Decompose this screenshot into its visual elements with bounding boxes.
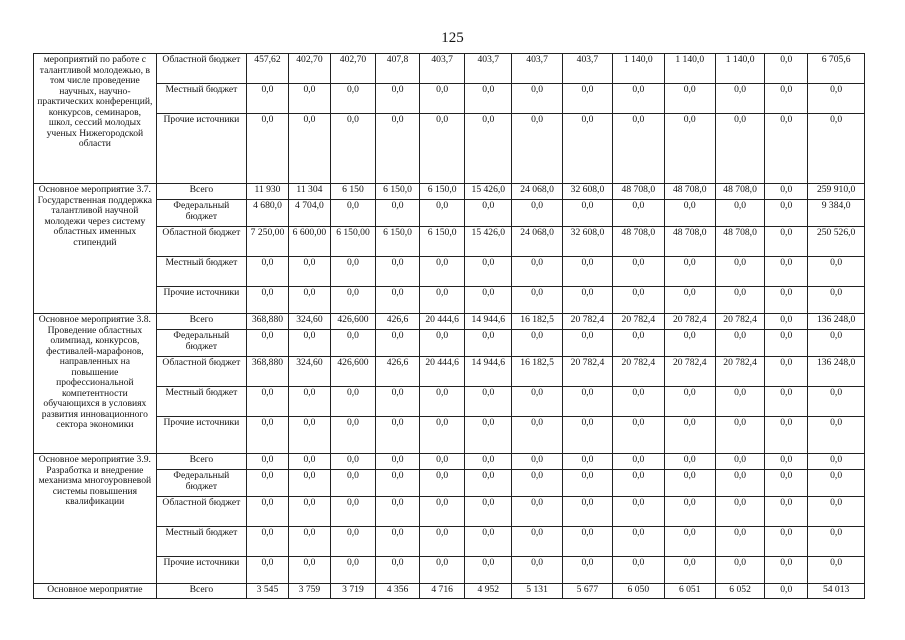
value-cell: 403,7 bbox=[465, 54, 512, 84]
value-cell: 0,0 bbox=[808, 330, 865, 357]
value-cell: 0,0 bbox=[288, 114, 330, 184]
value-cell: 20 782,4 bbox=[613, 357, 664, 387]
value-cell: 0,0 bbox=[808, 114, 865, 184]
value-cell: 0,0 bbox=[664, 287, 715, 314]
value-cell: 0,0 bbox=[246, 454, 288, 470]
value-cell: 15 426,0 bbox=[465, 184, 512, 200]
table-row bbox=[34, 257, 865, 287]
source-cell: Всего bbox=[156, 314, 246, 330]
value-cell: 426,6 bbox=[376, 357, 420, 387]
value-cell: 324,60 bbox=[288, 314, 330, 330]
event-cell: Основное мероприятие 3.9. Разработка и внедрение механизма многоуровневой системы повышения квалификации bbox=[34, 454, 157, 584]
value-cell: 16 182,5 bbox=[512, 314, 562, 330]
value-cell: 11 930 bbox=[246, 184, 288, 200]
source-cell: Прочие источники bbox=[156, 417, 246, 454]
value-cell: 0,0 bbox=[765, 227, 808, 257]
source-cell: Областной бюджет bbox=[156, 497, 246, 527]
value-cell: 0,0 bbox=[246, 557, 288, 584]
value-cell: 20 782,4 bbox=[715, 314, 764, 330]
value-cell: 0,0 bbox=[246, 330, 288, 357]
value-cell: 0,0 bbox=[808, 417, 865, 454]
value-cell: 0,0 bbox=[330, 200, 375, 227]
value-cell: 0,0 bbox=[288, 387, 330, 417]
value-cell: 0,0 bbox=[330, 387, 375, 417]
value-cell: 0,0 bbox=[562, 84, 612, 114]
value-cell: 0,0 bbox=[562, 387, 612, 417]
value-cell: 11 304 bbox=[288, 184, 330, 200]
value-cell: 0,0 bbox=[664, 387, 715, 417]
value-cell: 0,0 bbox=[376, 454, 420, 470]
value-cell: 0,0 bbox=[765, 527, 808, 557]
value-cell: 0,0 bbox=[715, 200, 764, 227]
value-cell: 0,0 bbox=[512, 200, 562, 227]
value-cell: 0,0 bbox=[664, 257, 715, 287]
value-cell: 6 150 bbox=[330, 184, 375, 200]
value-cell: 403,7 bbox=[512, 54, 562, 84]
value-cell: 6 150,0 bbox=[376, 184, 420, 200]
value-cell: 0,0 bbox=[808, 527, 865, 557]
value-cell: 4 356 bbox=[376, 584, 420, 599]
value-cell: 5 677 bbox=[562, 584, 612, 599]
value-cell: 0,0 bbox=[765, 470, 808, 497]
value-cell: 0,0 bbox=[330, 257, 375, 287]
value-cell: 0,0 bbox=[288, 557, 330, 584]
value-cell: 0,0 bbox=[715, 557, 764, 584]
value-cell: 0,0 bbox=[562, 557, 612, 584]
value-cell: 0,0 bbox=[376, 497, 420, 527]
value-cell: 0,0 bbox=[246, 470, 288, 497]
value-cell: 0,0 bbox=[613, 454, 664, 470]
value-cell: 0,0 bbox=[465, 527, 512, 557]
value-cell: 20 444,6 bbox=[420, 314, 465, 330]
value-cell: 0,0 bbox=[808, 557, 865, 584]
value-cell: 6 600,00 bbox=[288, 227, 330, 257]
value-cell: 0,0 bbox=[420, 330, 465, 357]
value-cell: 54 013 bbox=[808, 584, 865, 599]
value-cell: 368,880 bbox=[246, 314, 288, 330]
value-cell: 0,0 bbox=[808, 287, 865, 314]
value-cell: 0,0 bbox=[765, 314, 808, 330]
value-cell: 48 708,0 bbox=[613, 184, 664, 200]
source-cell: Федеральный бюджет bbox=[156, 200, 246, 227]
source-cell: Всего bbox=[156, 584, 246, 599]
value-cell: 0,0 bbox=[512, 557, 562, 584]
value-cell: 136 248,0 bbox=[808, 314, 865, 330]
value-cell: 0,0 bbox=[288, 330, 330, 357]
value-cell: 0,0 bbox=[664, 84, 715, 114]
value-cell: 0,0 bbox=[562, 497, 612, 527]
value-cell: 6 052 bbox=[715, 584, 764, 599]
value-cell: 24 068,0 bbox=[512, 184, 562, 200]
value-cell: 0,0 bbox=[715, 470, 764, 497]
value-cell: 15 426,0 bbox=[465, 227, 512, 257]
value-cell: 0,0 bbox=[512, 114, 562, 184]
value-cell: 0,0 bbox=[512, 497, 562, 527]
value-cell: 0,0 bbox=[376, 200, 420, 227]
value-cell: 0,0 bbox=[562, 200, 612, 227]
source-cell: Прочие источники bbox=[156, 557, 246, 584]
value-cell: 0,0 bbox=[664, 330, 715, 357]
value-cell: 0,0 bbox=[765, 330, 808, 357]
value-cell: 0,0 bbox=[808, 454, 865, 470]
value-cell: 0,0 bbox=[465, 387, 512, 417]
value-cell: 0,0 bbox=[246, 497, 288, 527]
value-cell: 20 782,4 bbox=[715, 357, 764, 387]
value-cell: 0,0 bbox=[715, 287, 764, 314]
table-row bbox=[34, 114, 865, 184]
value-cell: 3 759 bbox=[288, 584, 330, 599]
value-cell: 0,0 bbox=[562, 527, 612, 557]
value-cell: 0,0 bbox=[465, 330, 512, 357]
value-cell: 0,0 bbox=[330, 470, 375, 497]
value-cell: 0,0 bbox=[288, 497, 330, 527]
value-cell: 402,70 bbox=[330, 54, 375, 84]
table-row bbox=[34, 314, 865, 330]
value-cell: 0,0 bbox=[420, 287, 465, 314]
table-row bbox=[34, 417, 865, 454]
value-cell: 0,0 bbox=[613, 497, 664, 527]
table-row bbox=[34, 287, 865, 314]
value-cell: 0,0 bbox=[613, 287, 664, 314]
value-cell: 4 680,0 bbox=[246, 200, 288, 227]
source-cell: Федеральный бюджет bbox=[156, 470, 246, 497]
value-cell: 0,0 bbox=[465, 200, 512, 227]
value-cell: 6 150,0 bbox=[376, 227, 420, 257]
value-cell: 0,0 bbox=[562, 330, 612, 357]
value-cell: 0,0 bbox=[376, 387, 420, 417]
value-cell: 6 051 bbox=[664, 584, 715, 599]
source-cell: Местный бюджет bbox=[156, 527, 246, 557]
table-row bbox=[34, 200, 865, 227]
value-cell: 0,0 bbox=[613, 527, 664, 557]
value-cell: 0,0 bbox=[465, 557, 512, 584]
value-cell: 0,0 bbox=[512, 387, 562, 417]
source-cell: Всего bbox=[156, 454, 246, 470]
value-cell: 0,0 bbox=[465, 84, 512, 114]
value-cell: 259 910,0 bbox=[808, 184, 865, 200]
value-cell: 0,0 bbox=[765, 184, 808, 200]
page-number: 125 bbox=[441, 30, 464, 46]
source-cell: Областной бюджет bbox=[156, 54, 246, 84]
source-cell: Областной бюджет bbox=[156, 357, 246, 387]
value-cell: 0,0 bbox=[376, 470, 420, 497]
value-cell: 0,0 bbox=[376, 527, 420, 557]
value-cell: 0,0 bbox=[330, 114, 375, 184]
source-cell: Федеральный бюджет bbox=[156, 330, 246, 357]
value-cell: 1 140,0 bbox=[715, 54, 764, 84]
value-cell: 0,0 bbox=[765, 287, 808, 314]
value-cell: 20 782,4 bbox=[664, 357, 715, 387]
value-cell: 250 526,0 bbox=[808, 227, 865, 257]
value-cell: 0,0 bbox=[288, 257, 330, 287]
value-cell: 0,0 bbox=[613, 257, 664, 287]
value-cell: 0,0 bbox=[376, 114, 420, 184]
source-cell: Прочие источники bbox=[156, 114, 246, 184]
value-cell: 0,0 bbox=[715, 387, 764, 417]
value-cell: 0,0 bbox=[765, 200, 808, 227]
value-cell: 20 444,6 bbox=[420, 357, 465, 387]
value-cell: 0,0 bbox=[562, 287, 612, 314]
value-cell: 20 782,4 bbox=[664, 314, 715, 330]
value-cell: 0,0 bbox=[664, 470, 715, 497]
value-cell: 0,0 bbox=[765, 417, 808, 454]
value-cell: 5 131 bbox=[512, 584, 562, 599]
event-cell: Основное мероприятие 3.8. Проведение областных олимпиад, конкурсов, фестивалей-марафонов, направленных на повышение профессиональной компетентности обучающихся в условиях развития инновационного сектора экономики bbox=[34, 314, 157, 454]
value-cell: 48 708,0 bbox=[715, 184, 764, 200]
value-cell: 0,0 bbox=[613, 557, 664, 584]
value-cell: 0,0 bbox=[613, 330, 664, 357]
value-cell: 0,0 bbox=[613, 387, 664, 417]
value-cell: 0,0 bbox=[765, 114, 808, 184]
value-cell: 32 608,0 bbox=[562, 184, 612, 200]
table-row bbox=[34, 527, 865, 557]
value-cell: 0,0 bbox=[613, 114, 664, 184]
value-cell: 0,0 bbox=[288, 417, 330, 454]
value-cell: 0,0 bbox=[715, 114, 764, 184]
value-cell: 0,0 bbox=[420, 557, 465, 584]
value-cell: 0,0 bbox=[664, 527, 715, 557]
value-cell: 3 719 bbox=[330, 584, 375, 599]
value-cell: 20 782,4 bbox=[562, 357, 612, 387]
table-row bbox=[34, 227, 865, 257]
value-cell: 3 545 bbox=[246, 584, 288, 599]
source-cell: Прочие источники bbox=[156, 287, 246, 314]
value-cell: 426,6 bbox=[376, 314, 420, 330]
value-cell: 0,0 bbox=[664, 497, 715, 527]
value-cell: 403,7 bbox=[420, 54, 465, 84]
value-cell: 0,0 bbox=[288, 454, 330, 470]
value-cell: 0,0 bbox=[512, 330, 562, 357]
value-cell: 0,0 bbox=[465, 470, 512, 497]
value-cell: 0,0 bbox=[765, 357, 808, 387]
value-cell: 403,7 bbox=[562, 54, 612, 84]
value-cell: 0,0 bbox=[715, 497, 764, 527]
value-cell: 0,0 bbox=[376, 417, 420, 454]
value-cell: 368,880 bbox=[246, 357, 288, 387]
value-cell: 0,0 bbox=[765, 54, 808, 84]
value-cell: 0,0 bbox=[420, 470, 465, 497]
value-cell: 0,0 bbox=[246, 114, 288, 184]
source-cell: Местный бюджет bbox=[156, 387, 246, 417]
value-cell: 0,0 bbox=[765, 497, 808, 527]
value-cell: 0,0 bbox=[465, 417, 512, 454]
value-cell: 0,0 bbox=[376, 557, 420, 584]
event-cell: Основное мероприятие 3.7. Государственная поддержка талантливой научной молодежи через систему областных именных стипендий bbox=[34, 184, 157, 314]
value-cell: 0,0 bbox=[246, 84, 288, 114]
table-row bbox=[34, 387, 865, 417]
value-cell: 0,0 bbox=[765, 584, 808, 599]
value-cell: 1 140,0 bbox=[613, 54, 664, 84]
value-cell: 32 608,0 bbox=[562, 227, 612, 257]
value-cell: 6 150,0 bbox=[420, 227, 465, 257]
value-cell: 0,0 bbox=[715, 330, 764, 357]
value-cell: 0,0 bbox=[420, 417, 465, 454]
table-row bbox=[34, 557, 865, 584]
source-cell: Местный бюджет bbox=[156, 84, 246, 114]
table-row bbox=[34, 454, 865, 470]
value-cell: 0,0 bbox=[765, 257, 808, 287]
table-row bbox=[34, 184, 865, 200]
value-cell: 0,0 bbox=[562, 417, 612, 454]
table-row bbox=[34, 357, 865, 387]
value-cell: 48 708,0 bbox=[715, 227, 764, 257]
value-cell: 0,0 bbox=[808, 470, 865, 497]
value-cell: 0,0 bbox=[330, 527, 375, 557]
value-cell: 14 944,6 bbox=[465, 314, 512, 330]
value-cell: 0,0 bbox=[512, 257, 562, 287]
table-row bbox=[34, 84, 865, 114]
value-cell: 0,0 bbox=[465, 287, 512, 314]
value-cell: 20 782,4 bbox=[562, 314, 612, 330]
value-cell: 0,0 bbox=[664, 454, 715, 470]
value-cell: 6 705,6 bbox=[808, 54, 865, 84]
value-cell: 402,70 bbox=[288, 54, 330, 84]
value-cell: 0,0 bbox=[288, 287, 330, 314]
value-cell: 0,0 bbox=[420, 257, 465, 287]
value-cell: 0,0 bbox=[664, 114, 715, 184]
value-cell: 0,0 bbox=[512, 287, 562, 314]
table-row bbox=[34, 584, 865, 599]
value-cell: 0,0 bbox=[420, 84, 465, 114]
value-cell: 0,0 bbox=[664, 417, 715, 454]
value-cell: 48 708,0 bbox=[613, 227, 664, 257]
value-cell: 0,0 bbox=[512, 470, 562, 497]
source-cell: Всего bbox=[156, 184, 246, 200]
value-cell: 6 150,00 bbox=[330, 227, 375, 257]
value-cell: 16 182,5 bbox=[512, 357, 562, 387]
value-cell: 0,0 bbox=[420, 454, 465, 470]
value-cell: 48 708,0 bbox=[664, 184, 715, 200]
value-cell: 0,0 bbox=[512, 527, 562, 557]
value-cell: 20 782,4 bbox=[613, 314, 664, 330]
value-cell: 4 952 bbox=[465, 584, 512, 599]
table-row bbox=[34, 54, 865, 84]
value-cell: 0,0 bbox=[420, 387, 465, 417]
table-row bbox=[34, 330, 865, 357]
value-cell: 0,0 bbox=[808, 84, 865, 114]
value-cell: 136 248,0 bbox=[808, 357, 865, 387]
value-cell: 0,0 bbox=[613, 200, 664, 227]
value-cell: 0,0 bbox=[562, 114, 612, 184]
value-cell: 1 140,0 bbox=[664, 54, 715, 84]
value-cell: 0,0 bbox=[246, 527, 288, 557]
budget-table bbox=[33, 53, 865, 599]
value-cell: 324,60 bbox=[288, 357, 330, 387]
value-cell: 0,0 bbox=[465, 497, 512, 527]
value-cell: 0,0 bbox=[664, 557, 715, 584]
value-cell: 6 050 bbox=[613, 584, 664, 599]
value-cell: 0,0 bbox=[664, 200, 715, 227]
table-row bbox=[34, 470, 865, 497]
value-cell: 0,0 bbox=[512, 417, 562, 454]
value-cell: 0,0 bbox=[330, 417, 375, 454]
value-cell: 0,0 bbox=[330, 84, 375, 114]
value-cell: 4 704,0 bbox=[288, 200, 330, 227]
value-cell: 0,0 bbox=[808, 257, 865, 287]
value-cell: 0,0 bbox=[715, 454, 764, 470]
value-cell: 0,0 bbox=[512, 454, 562, 470]
value-cell: 0,0 bbox=[288, 527, 330, 557]
value-cell: 0,0 bbox=[246, 417, 288, 454]
value-cell: 0,0 bbox=[562, 470, 612, 497]
value-cell: 14 944,6 bbox=[465, 357, 512, 387]
value-cell: 0,0 bbox=[715, 84, 764, 114]
value-cell: 0,0 bbox=[420, 497, 465, 527]
value-cell: 0,0 bbox=[808, 497, 865, 527]
value-cell: 0,0 bbox=[765, 387, 808, 417]
value-cell: 0,0 bbox=[330, 497, 375, 527]
value-cell: 0,0 bbox=[420, 114, 465, 184]
value-cell: 0,0 bbox=[246, 387, 288, 417]
value-cell: 0,0 bbox=[562, 454, 612, 470]
value-cell: 0,0 bbox=[420, 527, 465, 557]
value-cell: 0,0 bbox=[465, 114, 512, 184]
value-cell: 0,0 bbox=[765, 454, 808, 470]
value-cell: 0,0 bbox=[715, 417, 764, 454]
value-cell: 426,600 bbox=[330, 357, 375, 387]
value-cell: 24 068,0 bbox=[512, 227, 562, 257]
source-cell: Местный бюджет bbox=[156, 257, 246, 287]
value-cell: 7 250,00 bbox=[246, 227, 288, 257]
value-cell: 0,0 bbox=[330, 330, 375, 357]
value-cell: 4 716 bbox=[420, 584, 465, 599]
value-cell: 0,0 bbox=[613, 84, 664, 114]
value-cell: 9 384,0 bbox=[808, 200, 865, 227]
event-cell: мероприятий по работе с талантливой молодежью, в том числе проведение научных, научно-практических конференций, конкурсов, семинаров, школ, сессий молодых ученых Нижегородской области bbox=[34, 54, 157, 184]
value-cell: 407,8 bbox=[376, 54, 420, 84]
value-cell: 426,600 bbox=[330, 314, 375, 330]
value-cell: 0,0 bbox=[465, 257, 512, 287]
value-cell: 0,0 bbox=[246, 257, 288, 287]
value-cell: 0,0 bbox=[808, 387, 865, 417]
value-cell: 48 708,0 bbox=[664, 227, 715, 257]
value-cell: 0,0 bbox=[715, 527, 764, 557]
value-cell: 0,0 bbox=[765, 557, 808, 584]
value-cell: 0,0 bbox=[288, 470, 330, 497]
value-cell: 0,0 bbox=[330, 557, 375, 584]
value-cell: 0,0 bbox=[330, 287, 375, 314]
source-cell: Областной бюджет bbox=[156, 227, 246, 257]
value-cell: 6 150,0 bbox=[420, 184, 465, 200]
value-cell: 0,0 bbox=[715, 257, 764, 287]
value-cell: 0,0 bbox=[613, 417, 664, 454]
value-cell: 0,0 bbox=[420, 200, 465, 227]
event-cell: Основное мероприятие bbox=[34, 584, 157, 599]
value-cell: 0,0 bbox=[376, 330, 420, 357]
value-cell: 0,0 bbox=[376, 287, 420, 314]
value-cell: 0,0 bbox=[376, 257, 420, 287]
value-cell: 0,0 bbox=[246, 287, 288, 314]
value-cell: 0,0 bbox=[288, 84, 330, 114]
value-cell: 0,0 bbox=[376, 84, 420, 114]
value-cell: 0,0 bbox=[765, 84, 808, 114]
value-cell: 0,0 bbox=[330, 454, 375, 470]
table-row bbox=[34, 497, 865, 527]
value-cell: 0,0 bbox=[465, 454, 512, 470]
value-cell: 0,0 bbox=[512, 84, 562, 114]
value-cell: 0,0 bbox=[613, 470, 664, 497]
value-cell: 0,0 bbox=[562, 257, 612, 287]
value-cell: 457,62 bbox=[246, 54, 288, 84]
